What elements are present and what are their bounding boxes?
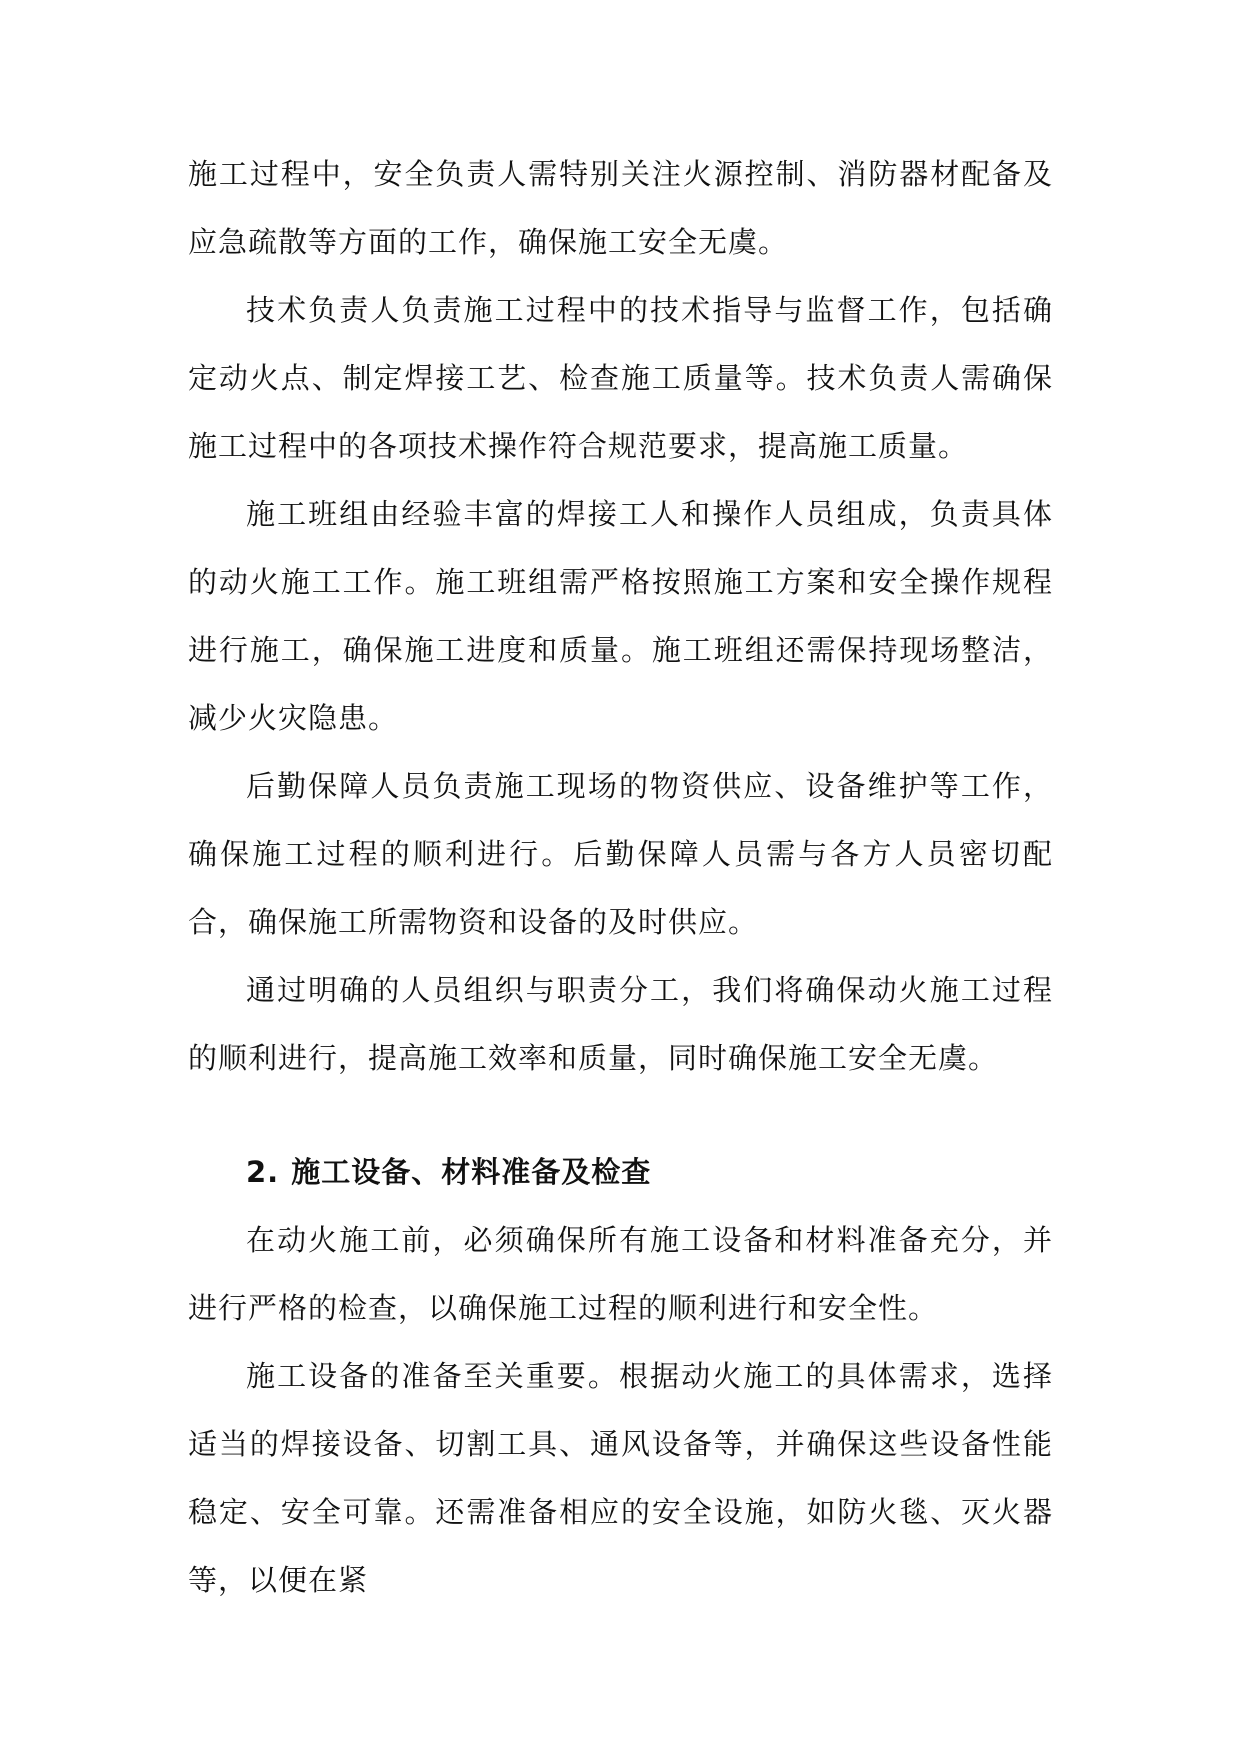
section-heading xyxy=(188,1138,1053,1206)
body-paragraph: 通过明确的人员组织与职责分工，我们将确保动火施工过程的顺利进行，提高施工效率和质量，同时确保施工安全无虞。 xyxy=(188,973,1053,1075)
body-paragraph: 在动火施工前，必须确保所有施工设备和材料准备充分，并进行严格的检查，以确保施工过程的顺利进行和安全性。 xyxy=(188,1223,1053,1325)
body-paragraph: 技术负责人负责施工过程中的技术指导与监督工作，包括确定动火点、制定焊接工艺、检查施工质量等。技术负责人需确保施工过程中的各项技术操作符合规范要求，提高施工质量。 xyxy=(188,293,1053,463)
body-paragraph: 施工班组由经验丰富的焊接工人和操作人员组成，负责具体的动火施工工作。施工班组需严格按照施工方案和安全操作规程进行施工，确保施工进度和质量。施工班组还需保持现场整洁，减少火灾隐患。 xyxy=(188,497,1053,735)
body-paragraph: 施工过程中，安全负责人需特别关注火源控制、消防器材配备及应急疏散等方面的工作，确保施工安全无虞。 xyxy=(188,157,1053,259)
body-paragraph: 施工设备的准备至关重要。根据动火施工的具体需求，选择适当的焊接设备、切割工具、通风设备等，并确保这些设备性能稳定、安全可靠。还需准备相应的安全设施，如防火毯、灭火器等，以便在紧 xyxy=(188,1359,1053,1597)
body-paragraph: 后勤保障人员负责施工现场的物资供应、设备维护等工作，确保施工过程的顺利进行。后勤保障人员需与各方人员密切配合，确保施工所需物资和设备的及时供应。 xyxy=(188,769,1053,939)
document-body xyxy=(188,140,1053,1614)
section-title: 施工设备、材料准备及检查 xyxy=(291,1155,652,1189)
section-number: 2. xyxy=(246,1155,280,1189)
